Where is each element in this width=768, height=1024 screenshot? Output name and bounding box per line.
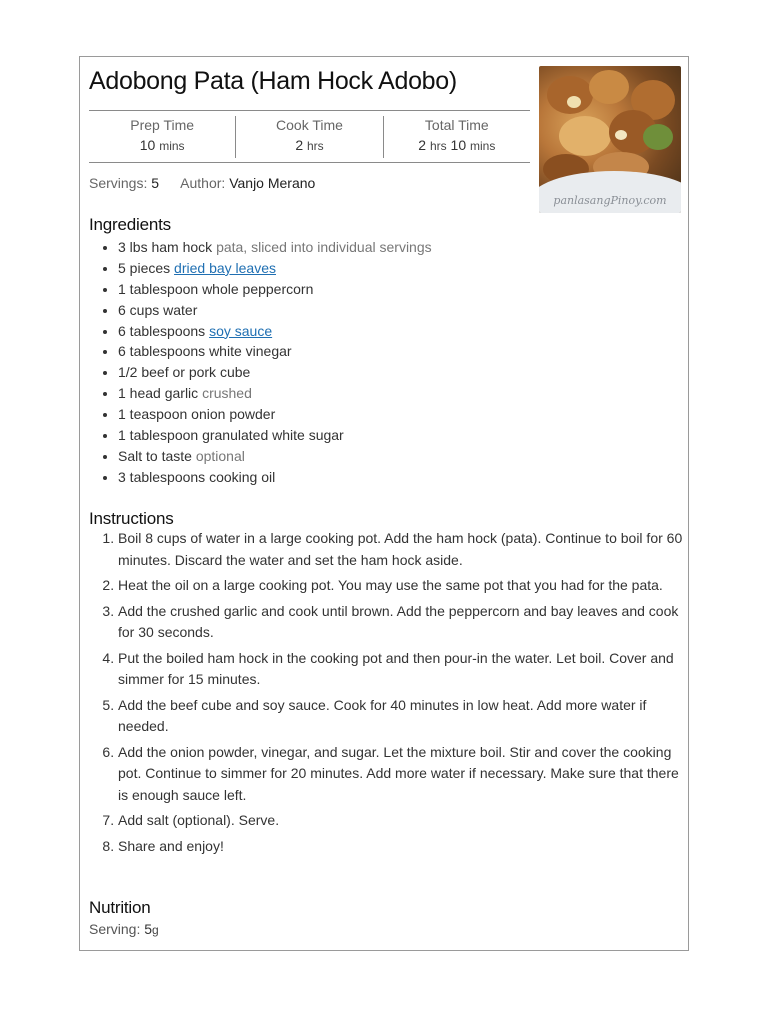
ingredient-item (118, 404, 678, 425)
instruction-step: 4. Put the boiled ham hock in the cooking pot and then pour-in the water. Let boil. Cover and simmer for 15 minutes. (118, 648, 686, 691)
prep-time (89, 116, 235, 158)
ingredient-item (118, 321, 678, 342)
cook-time-number: 2 (295, 137, 304, 153)
cook-time-value (236, 137, 382, 153)
ingredient-text: 6 tablespoons (118, 322, 206, 339)
ingredient-item (118, 279, 678, 300)
prep-time-unit: mins (159, 139, 185, 153)
nutrition-serving-value: 5 (144, 921, 153, 937)
instruction-step: 8. Share and enjoy! (118, 836, 686, 858)
ingredient-text: 1/2 beef or pork cube (118, 364, 251, 381)
instructions-list (89, 528, 686, 861)
total-time-hours-unit: hrs (429, 139, 447, 153)
servings-label: Servings: (89, 175, 148, 191)
ingredients-heading: Ingredients (89, 215, 171, 234)
recipe-meta (89, 175, 315, 191)
total-time-hours: 2 (418, 137, 427, 153)
recipe-card (79, 56, 689, 951)
ingredient-text: 1 tablespoon granulated white sugar (118, 427, 344, 444)
ingredient-link[interactable]: dried bay leaves (174, 259, 276, 276)
prep-time-number: 10 (139, 137, 156, 153)
ingredient-text: 1 teaspoon onion powder (118, 406, 276, 423)
ingredients-list (89, 237, 678, 488)
instructions-heading: Instructions (89, 509, 174, 528)
ingredient-item (118, 446, 678, 467)
ingredient-note: optional (195, 447, 245, 464)
nutrition-serving (89, 921, 159, 937)
total-time-label: Total Time (424, 117, 489, 133)
cook-time (235, 116, 382, 158)
ingredient-text: 3 tablespoons cooking oil (118, 468, 276, 485)
photo-watermark: panlasangPinoy.com (553, 194, 667, 207)
instruction-step: 1. Boil 8 cups of water in a large cooking pot. Add the ham hock (pata). Continue to boil for 60 minutes. Discard the water and set the ham hock aside. (118, 528, 686, 571)
ingredient-note: crushed (202, 385, 252, 402)
ingredient-item (118, 467, 678, 488)
ingredient-item (118, 383, 678, 404)
ingredient-text: 1 tablespoon whole peppercorn (118, 280, 314, 297)
ingredient-text: 1 head garlic (118, 385, 199, 402)
recipe-times (89, 116, 530, 158)
ingredient-item (118, 362, 678, 383)
author-name: Vanjo Merano (229, 175, 316, 191)
ingredient-text: 6 cups water (118, 301, 198, 318)
instruction-step: 3. Add the crushed garlic and cook until brown. Add the peppercorn and bay leaves and cook for 30 seconds. (118, 601, 686, 644)
ingredient-item (118, 300, 678, 321)
nutrition-serving-unit: g (152, 923, 159, 937)
total-time-minutes: 10 (450, 137, 467, 153)
servings-value: 5 (151, 175, 160, 191)
ingredient-text: 5 pieces (118, 259, 171, 276)
ingredient-text: 6 tablespoons white vinegar (118, 343, 292, 360)
divider-top (89, 110, 530, 111)
total-time-value (384, 137, 530, 153)
instruction-step: 7. Add salt (optional). Serve. (118, 810, 686, 832)
cook-time-unit: hrs (307, 139, 324, 153)
ingredient-item (118, 425, 678, 446)
prep-time-value (89, 137, 235, 153)
nutrition-heading: Nutrition (89, 898, 151, 917)
ingredient-item (118, 341, 678, 362)
divider-bottom (89, 162, 530, 163)
ingredient-item (118, 237, 678, 258)
ingredient-text: Salt to taste (118, 447, 192, 464)
total-time-minutes-unit: mins (470, 139, 496, 153)
nutrition-serving-label: Serving: (89, 921, 141, 937)
author-label: Author: (180, 175, 226, 191)
instruction-step: 5. Add the beef cube and soy sauce. Cook for 40 minutes in low heat. Add more water if needed. (118, 695, 686, 738)
total-time (383, 116, 530, 158)
instruction-step: 2. Heat the oil on a large cooking pot. You may use the same pot that you had for the pata. (118, 575, 686, 597)
ingredient-text: 3 lbs ham hock (118, 239, 213, 255)
recipe-title: Adobong Pata (Ham Hock Adobo) (89, 67, 457, 95)
ingredient-note: pata, sliced into individual servings (216, 239, 432, 255)
instruction-step: 6. Add the onion powder, vinegar, and sugar. Let the mixture boil. Stir and cover the cooking pot. Continue to simmer for 20 minutes. Add more water if necessary. Make sure that there is enough sauce left. (118, 742, 686, 807)
cook-time-label: Cook Time (276, 117, 343, 133)
ingredient-link[interactable]: soy sauce (209, 322, 273, 339)
recipe-photo (539, 66, 681, 213)
prep-time-label: Prep Time (130, 117, 195, 133)
ingredient-item (118, 258, 678, 279)
